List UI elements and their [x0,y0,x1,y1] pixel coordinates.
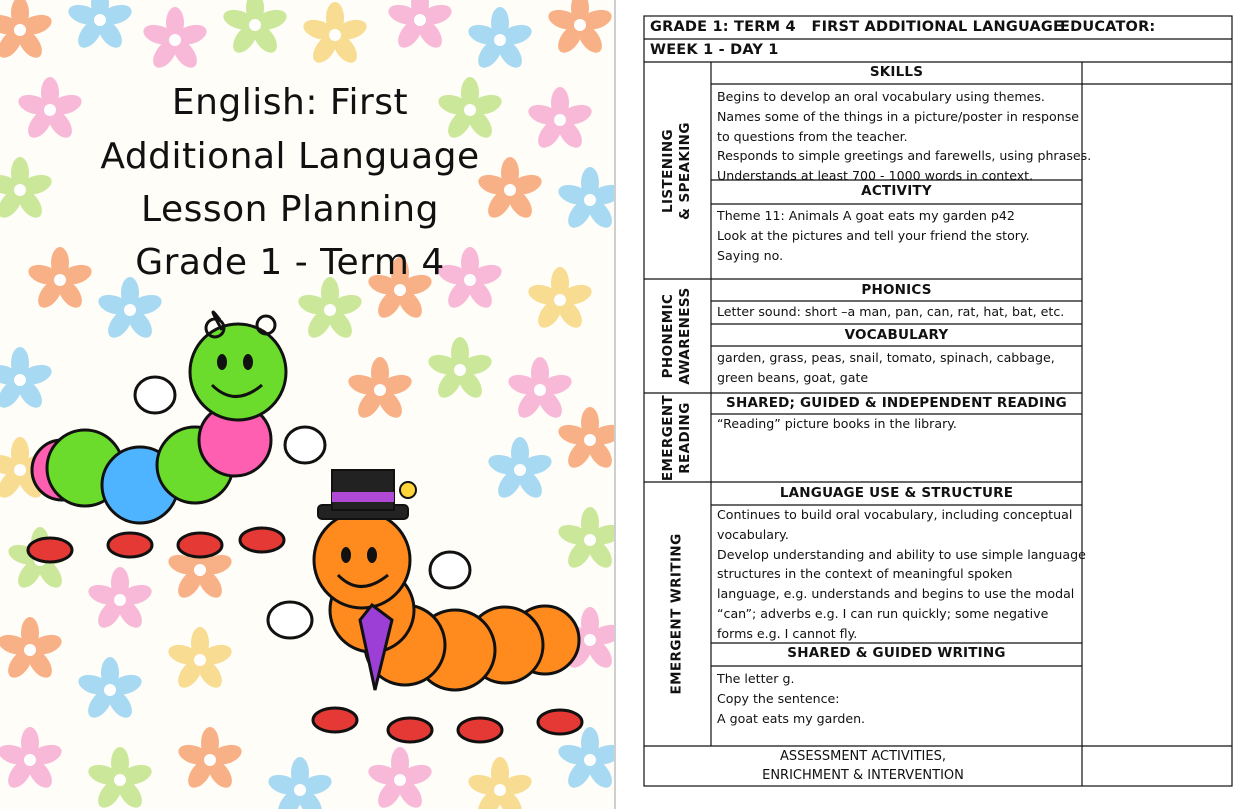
shared-writing-text [717,669,865,728]
language-use-heading: LANGUAGE USE & STRUCTURE [779,485,1014,501]
reading-text: “Reading” picture books in the library. [717,416,957,431]
cover-title-line-1: English: First [171,82,409,123]
label-line: AWARENESS [677,287,693,385]
label-line: PHONEMIC [660,293,676,379]
text-line: Names some of the things in a picture/poster in response [717,108,1080,124]
text-line: green beans, goat, gate [717,369,869,385]
text-line: garden, grass, peas, snail, tomato, spinach, cabbage, [717,350,1055,365]
phonics-text: Letter sound: short –a man, pan, can, rat, hat, bat, etc. [717,304,1065,319]
text-line: Look at the pictures and tell your friend the story. [717,227,1030,243]
label-line: & SPEAKING [677,122,693,220]
cover-title-line-4: Grade 1 - Term 4 [135,242,445,283]
label-line: EMERGENT [660,394,676,482]
phonics-heading: PHONICS [861,282,932,298]
emergent-reading-label [660,395,694,481]
text-line: structures in the context of meaningful spoken [717,566,1013,582]
text-line: Develop understanding and ability to use simple language [717,546,1086,562]
text-line: Saying no. [717,247,784,263]
text-line: Continues to build oral vocabulary, including conceptual [717,507,1073,522]
text-line: “can”; adverbs e.g. I can run quickly; some negative [717,605,1049,621]
phonemic-awareness-label [660,287,694,384]
vocabulary-text [717,348,1055,388]
text-line: Copy the sentence: [717,690,840,706]
reading-heading: SHARED; GUIDED & INDEPENDENT READING [726,395,1067,411]
activity-heading: ACTIVITY [861,183,932,199]
plan-title: GRADE 1: TERM 4 FIRST ADDITIONAL LANGUAGE [650,19,1064,35]
text-line: Begins to develop an oral vocabulary using themes. [717,89,1045,104]
assessment-label [644,747,1082,785]
text-line: Theme 11: Animals A goat eats my garden p42 [717,208,1015,223]
text-line: forms e.g. I cannot fly. [717,625,858,641]
cover-title-line-3: Lesson Planning [141,189,439,230]
listening-speaking-label [660,122,694,220]
cover-title-line-2: Additional Language [100,136,480,177]
week-day-label: WEEK 1 - DAY 1 [650,42,779,58]
vocabulary-heading: VOCABULARY [844,327,949,343]
language-use-text [717,505,1086,644]
text-line: A goat eats my garden. [717,710,866,726]
text-line: language, e.g. understands and begins to use the modal [717,586,1075,602]
text-line: vocabulary. [717,526,789,542]
skills-heading: SKILLS [869,64,924,80]
text-line: Understands at least 700 - 1000 words in context. [717,168,1034,184]
shared-writing-heading: SHARED & GUIDED WRITING [787,645,1006,661]
label-line: READING [677,402,693,474]
text-line: The letter g. [717,671,795,686]
activity-text [717,206,1030,265]
text-line: ASSESSMENT ACTIVITIES, [780,749,946,764]
educator-label: EDUCATOR: [1060,19,1156,35]
skills-text [717,87,1091,186]
text-line: ENRICHMENT & INTERVENTION [762,768,964,783]
label-line: LISTENING [660,128,676,214]
text-line: Responds to simple greetings and farewells, using phrases. [717,148,1092,164]
text-line: to questions from the teacher. [717,128,908,144]
emergent-writing-label: EMERGENT WRITING [668,533,685,695]
